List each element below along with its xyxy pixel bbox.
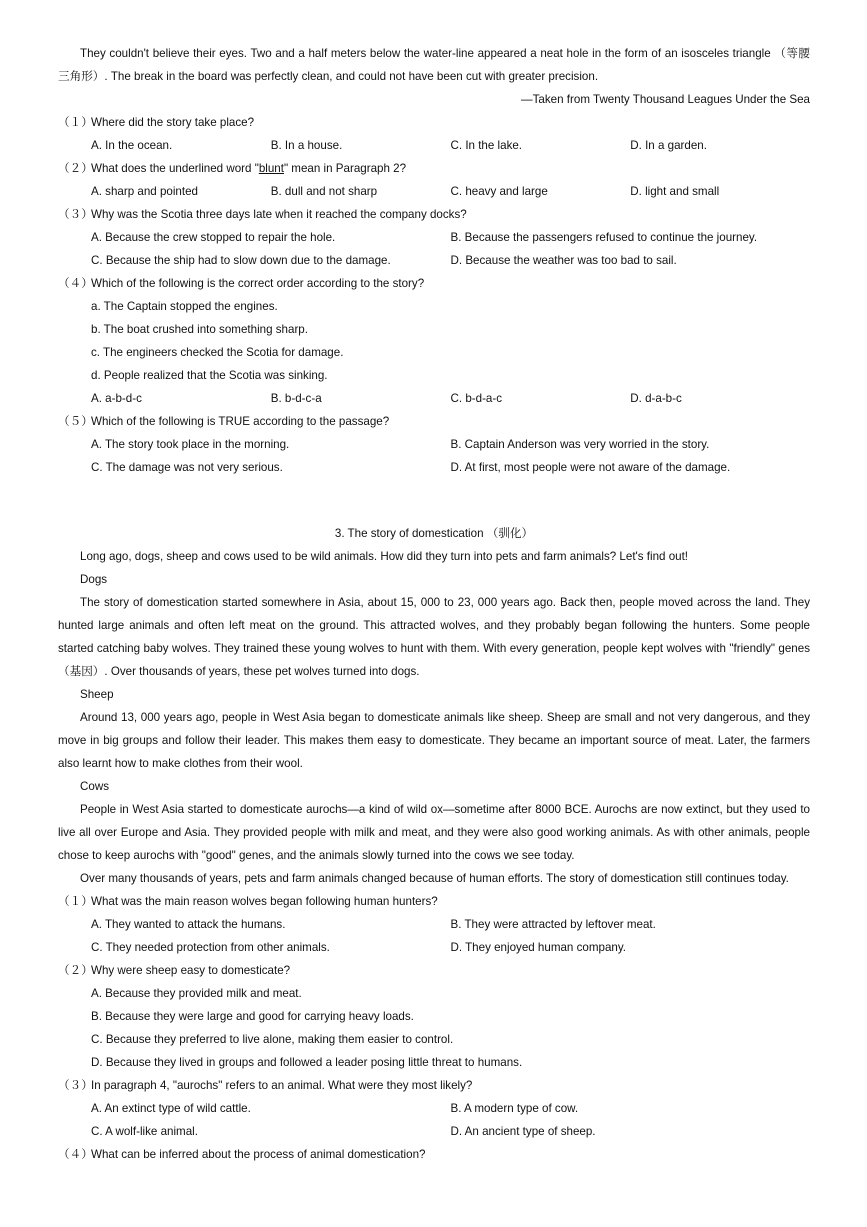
options-row	[58, 1097, 810, 1120]
question-number: （２）	[58, 964, 93, 977]
options-row	[58, 1120, 810, 1143]
question-3	[58, 1074, 810, 1097]
option-d: D. In a garden.	[630, 139, 707, 152]
option-b: B. Because they were large and good for carrying heavy loads.	[91, 1010, 414, 1023]
option-d: D. At first, most people were not aware of the damage.	[450, 461, 731, 474]
sheep-paragraph: Around 13, 000 years ago, people in West Asia began to domesticate animals like sheep. Sheep are small and not very dangerous, and they move in big groups and follow their leader. This makes them easy to domesticate. They became an important source of meat. Later, the farmers also learnt how to make clothes from their wool.	[58, 711, 810, 770]
options-row	[58, 134, 810, 157]
question-number: （１）	[58, 895, 93, 908]
option-c: C. A wolf-like animal.	[91, 1125, 198, 1138]
question-text: Why were sheep easy to domesticate?	[91, 964, 291, 977]
options-row	[58, 387, 810, 410]
closing-paragraph: Over many thousands of years, pets and farm animals changed because of human efforts. The story of domestication still continues today.	[80, 872, 789, 885]
option-a: A. They wanted to attack the humans.	[91, 918, 286, 931]
question-3	[58, 203, 810, 226]
options-row	[58, 913, 810, 936]
options-row	[58, 433, 810, 456]
dogs-paragraph: The story of domestication started somewhere in Asia, about 15, 000 to 23, 000 years ago. Back then, people moved across the land. They hunted large animals and often left meat on the ground. This attracted wolves, and they probably began following the hunters. Some people started catching baby wolves. They trained these young wolves to hunt with them. With every generation, people kept wolves with "friendly" genes （基因）. Over thousands of years, these pet wolves turned into dogs.	[58, 596, 810, 678]
option-b: B. b-d-c-a	[270, 392, 322, 405]
option-b: B. dull and not sharp	[270, 185, 378, 198]
option-d: D. d-a-b-c	[630, 392, 682, 405]
option-c: C. In the lake.	[450, 139, 523, 152]
option-a: A. In the ocean.	[91, 139, 173, 152]
question-number: （２）	[58, 162, 93, 175]
options-row	[58, 936, 810, 959]
option-d: D. light and small	[630, 185, 720, 198]
event-c: c. The engineers checked the Scotia for damage.	[91, 346, 344, 359]
question-number: （４）	[58, 277, 93, 290]
event-b: b. The boat crushed into something sharp.	[91, 323, 308, 336]
option-c: C. They needed protection from other animals.	[91, 941, 330, 954]
passage-ending-paragraph: They couldn't believe their eyes. Two and a half meters below the water-line appeared a neat hole in the form of an isosceles triangle （等腰三角形）. The break in the board was perfectly clean, and could not have been cut with greater precision.	[58, 47, 810, 83]
option-d: D. Because the weather was too bad to sail.	[450, 254, 677, 267]
option-b: B. They were attracted by leftover meat.	[450, 918, 656, 931]
question-text: What can be inferred about the process of animal domestication?	[91, 1148, 426, 1161]
option-a: A. Because the crew stopped to repair the hole.	[91, 231, 336, 244]
question-4	[58, 272, 810, 295]
option-a: A. An extinct type of wild cattle.	[91, 1102, 251, 1115]
option-c: C. Because they preferred to live alone, making them easier to control.	[91, 1033, 454, 1046]
option-a: A. sharp and pointed	[91, 185, 198, 198]
event-a: a. The Captain stopped the engines.	[91, 300, 278, 313]
option-a: A. The story took place in the morning.	[91, 438, 290, 451]
question-text: Which of the following is the correct order according to the story?	[91, 277, 425, 290]
question-text: In paragraph 4, "aurochs" refers to an animal. What were they most likely?	[91, 1079, 473, 1092]
event-d: d. People realized that the Scotia was sinking.	[91, 369, 328, 382]
question-4	[58, 1143, 810, 1166]
question-number: （４）	[58, 1148, 93, 1161]
options-row	[58, 249, 810, 272]
question-1	[58, 111, 810, 134]
option-d: D. Because they lived in groups and followed a leader posing little threat to humans.	[91, 1056, 523, 1069]
cows-paragraph: People in West Asia started to domesticate aurochs—a kind of wild ox—sometime after 8000 BCE. Aurochs are now extinct, but they used to live all over Europe and Asia. They provided people with milk and meat, and they were also good working animals. As with other animals, people chose to keep aurochs with "good" genes, and the animals slowly turned into the cows we see today.	[58, 803, 810, 862]
section-title: 3. The story of domestication （驯化）	[334, 527, 534, 540]
sheep-heading: Sheep	[80, 688, 114, 701]
question-2	[58, 157, 810, 180]
option-a: A. a-b-d-c	[91, 392, 142, 405]
option-b: B. Because the passengers refused to continue the journey.	[450, 231, 758, 244]
option-b: B. In a house.	[270, 139, 343, 152]
underlined-word: blunt	[258, 162, 284, 175]
option-c: C. b-d-a-c	[450, 392, 503, 405]
option-d: D. An ancient type of sheep.	[450, 1125, 596, 1138]
section-spacer	[58, 479, 810, 522]
option-c: C. The damage was not very serious.	[91, 461, 283, 474]
option-b: B. A modern type of cow.	[450, 1102, 579, 1115]
options-row	[58, 180, 810, 203]
question-text: What was the main reason wolves began following human hunters?	[91, 895, 438, 908]
option-c: C. Because the ship had to slow down due to the damage.	[91, 254, 391, 267]
question-5	[58, 410, 810, 433]
question-text: Why was the Scotia three days late when it reached the company docks?	[91, 208, 467, 221]
passage-source: —Taken from Twenty Thousand Leagues Under the Sea	[521, 93, 810, 106]
intro-paragraph: Long ago, dogs, sheep and cows used to be wild animals. How did they turn into pets and farm animals? Let's find out!	[80, 550, 689, 563]
question-2	[58, 959, 810, 982]
dogs-heading: Dogs	[80, 573, 108, 586]
options-row	[58, 226, 810, 249]
question-1	[58, 890, 810, 913]
question-text: Where did the story take place?	[91, 116, 255, 129]
option-d: D. They enjoyed human company.	[450, 941, 627, 954]
option-a: A. Because they provided milk and meat.	[91, 987, 302, 1000]
question-number: （３）	[58, 1079, 93, 1092]
question-text-post: " mean in Paragraph 2?	[283, 162, 407, 175]
option-b: B. Captain Anderson was very worried in the story.	[450, 438, 710, 451]
question-number: （１）	[58, 116, 93, 129]
options-row	[58, 456, 810, 479]
question-number: （３）	[58, 208, 93, 221]
document-page	[58, 42, 810, 1166]
cows-heading: Cows	[80, 780, 109, 793]
option-c: C. heavy and large	[450, 185, 548, 198]
question-text: Which of the following is TRUE according to the passage?	[91, 415, 390, 428]
question-text-pre: What does the underlined word "	[91, 162, 259, 175]
question-number: （５）	[58, 415, 93, 428]
